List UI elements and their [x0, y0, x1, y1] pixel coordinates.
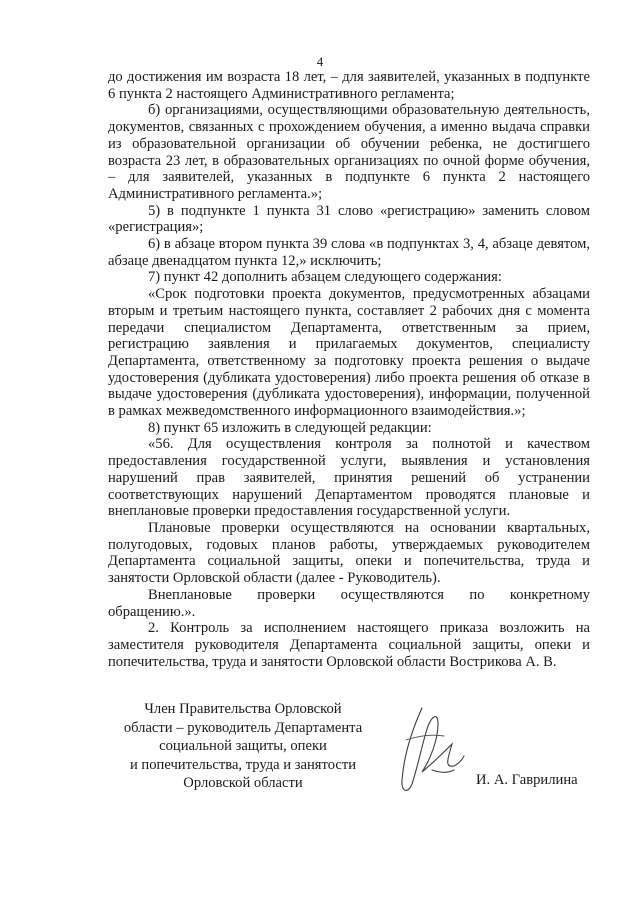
paragraph: 5) в подпункте 1 пункта 31 слово «регистрацию» заменить словом «регистрация»;	[108, 202, 590, 236]
paragraph: «56. Для осуществления контроля за полнотой и качеством предоставления государственной услуги, выявления и установления нарушений прав заявителей, принятия решений об устранении соответствующих нарушений Департаментом проводятся плановые и внеплановые проверки предоставления государственной услуги.	[108, 436, 590, 520]
handwritten-signature	[392, 700, 472, 798]
signatory-line: Орловской области	[183, 775, 303, 791]
paragraph: до достижения им возраста 18 лет, – для заявителей, указанных в подпункте 6 пункта 2 настоящего Административного регламента;	[108, 69, 590, 102]
signatory-line: области – руководитель Департамента	[123, 719, 363, 736]
signatory-name: И. А. Гаврилина	[476, 772, 578, 788]
paragraph: «Срок подготовки проекта документов, предусмотренных абзацами вторым и третьим настоящего пункта, составляет 2 рабочих дня с момента передачи специалистом Департамента, ответственным за прием, регистрацию заявления и прилагаемых документов, специалисту Департамента, ответственному за подготовку проекта решения о выдаче удостоверения (дубликата удостоверения) либо проекта решения об отказе в выдаче удостоверения (дубликата удостоверения), информации, полученной в рамках межведомственного информационного взаимодействия.»;	[108, 286, 590, 420]
signatory-line: социальной защиты, опеки	[159, 738, 327, 754]
signatory-line: Член Правительства Орловской	[144, 701, 342, 717]
paragraph: 7) пункт 42 дополнить абзацем следующего содержания:	[148, 269, 502, 286]
paragraph: Плановые проверки осуществляются на основании квартальных, полугодовых, годовых планов работы, утверждаемых руководителем Департамента социальной защиты, опеки и попечительства, труда и занятости Орловской области (далее - Руководитель).	[108, 519, 590, 587]
paragraph: б) организациями, осуществляющими образовательную деятельность, документов, связанных с прохождением обучения, а именно выдача справки из образовательной организации об обучении ребенка, не достигшего возраста 23 лет, в образовательных организациях по очной форме обучения, – для заявителей, указанных в подпункте 6 пункта 2 настоящего Административного регламента.»;	[108, 102, 590, 202]
page-number: 4	[316, 54, 324, 69]
signatory-line: и попечительства, труда и занятости	[129, 756, 357, 773]
paragraph: 8) пункт 65 изложить в следующей редакции:	[148, 419, 432, 436]
paragraph: Внеплановые проверки осуществляются по конкретному обращению.».	[108, 586, 590, 620]
paragraph: 2. Контроль за исполнением настоящего приказа возложить на заместителя руководителя Департамента социальной защиты, опеки и попечительства, труда и занятости Орловской области Вострикова А. В.	[108, 620, 590, 670]
signatory-position	[108, 700, 378, 793]
paragraph: 6) в абзаце втором пункта 39 слова «в подпунктах 3, 4, абзаце девятом, абзаце двенадцатом пункта 12,» исключить;	[108, 236, 590, 269]
document-body	[108, 69, 590, 670]
